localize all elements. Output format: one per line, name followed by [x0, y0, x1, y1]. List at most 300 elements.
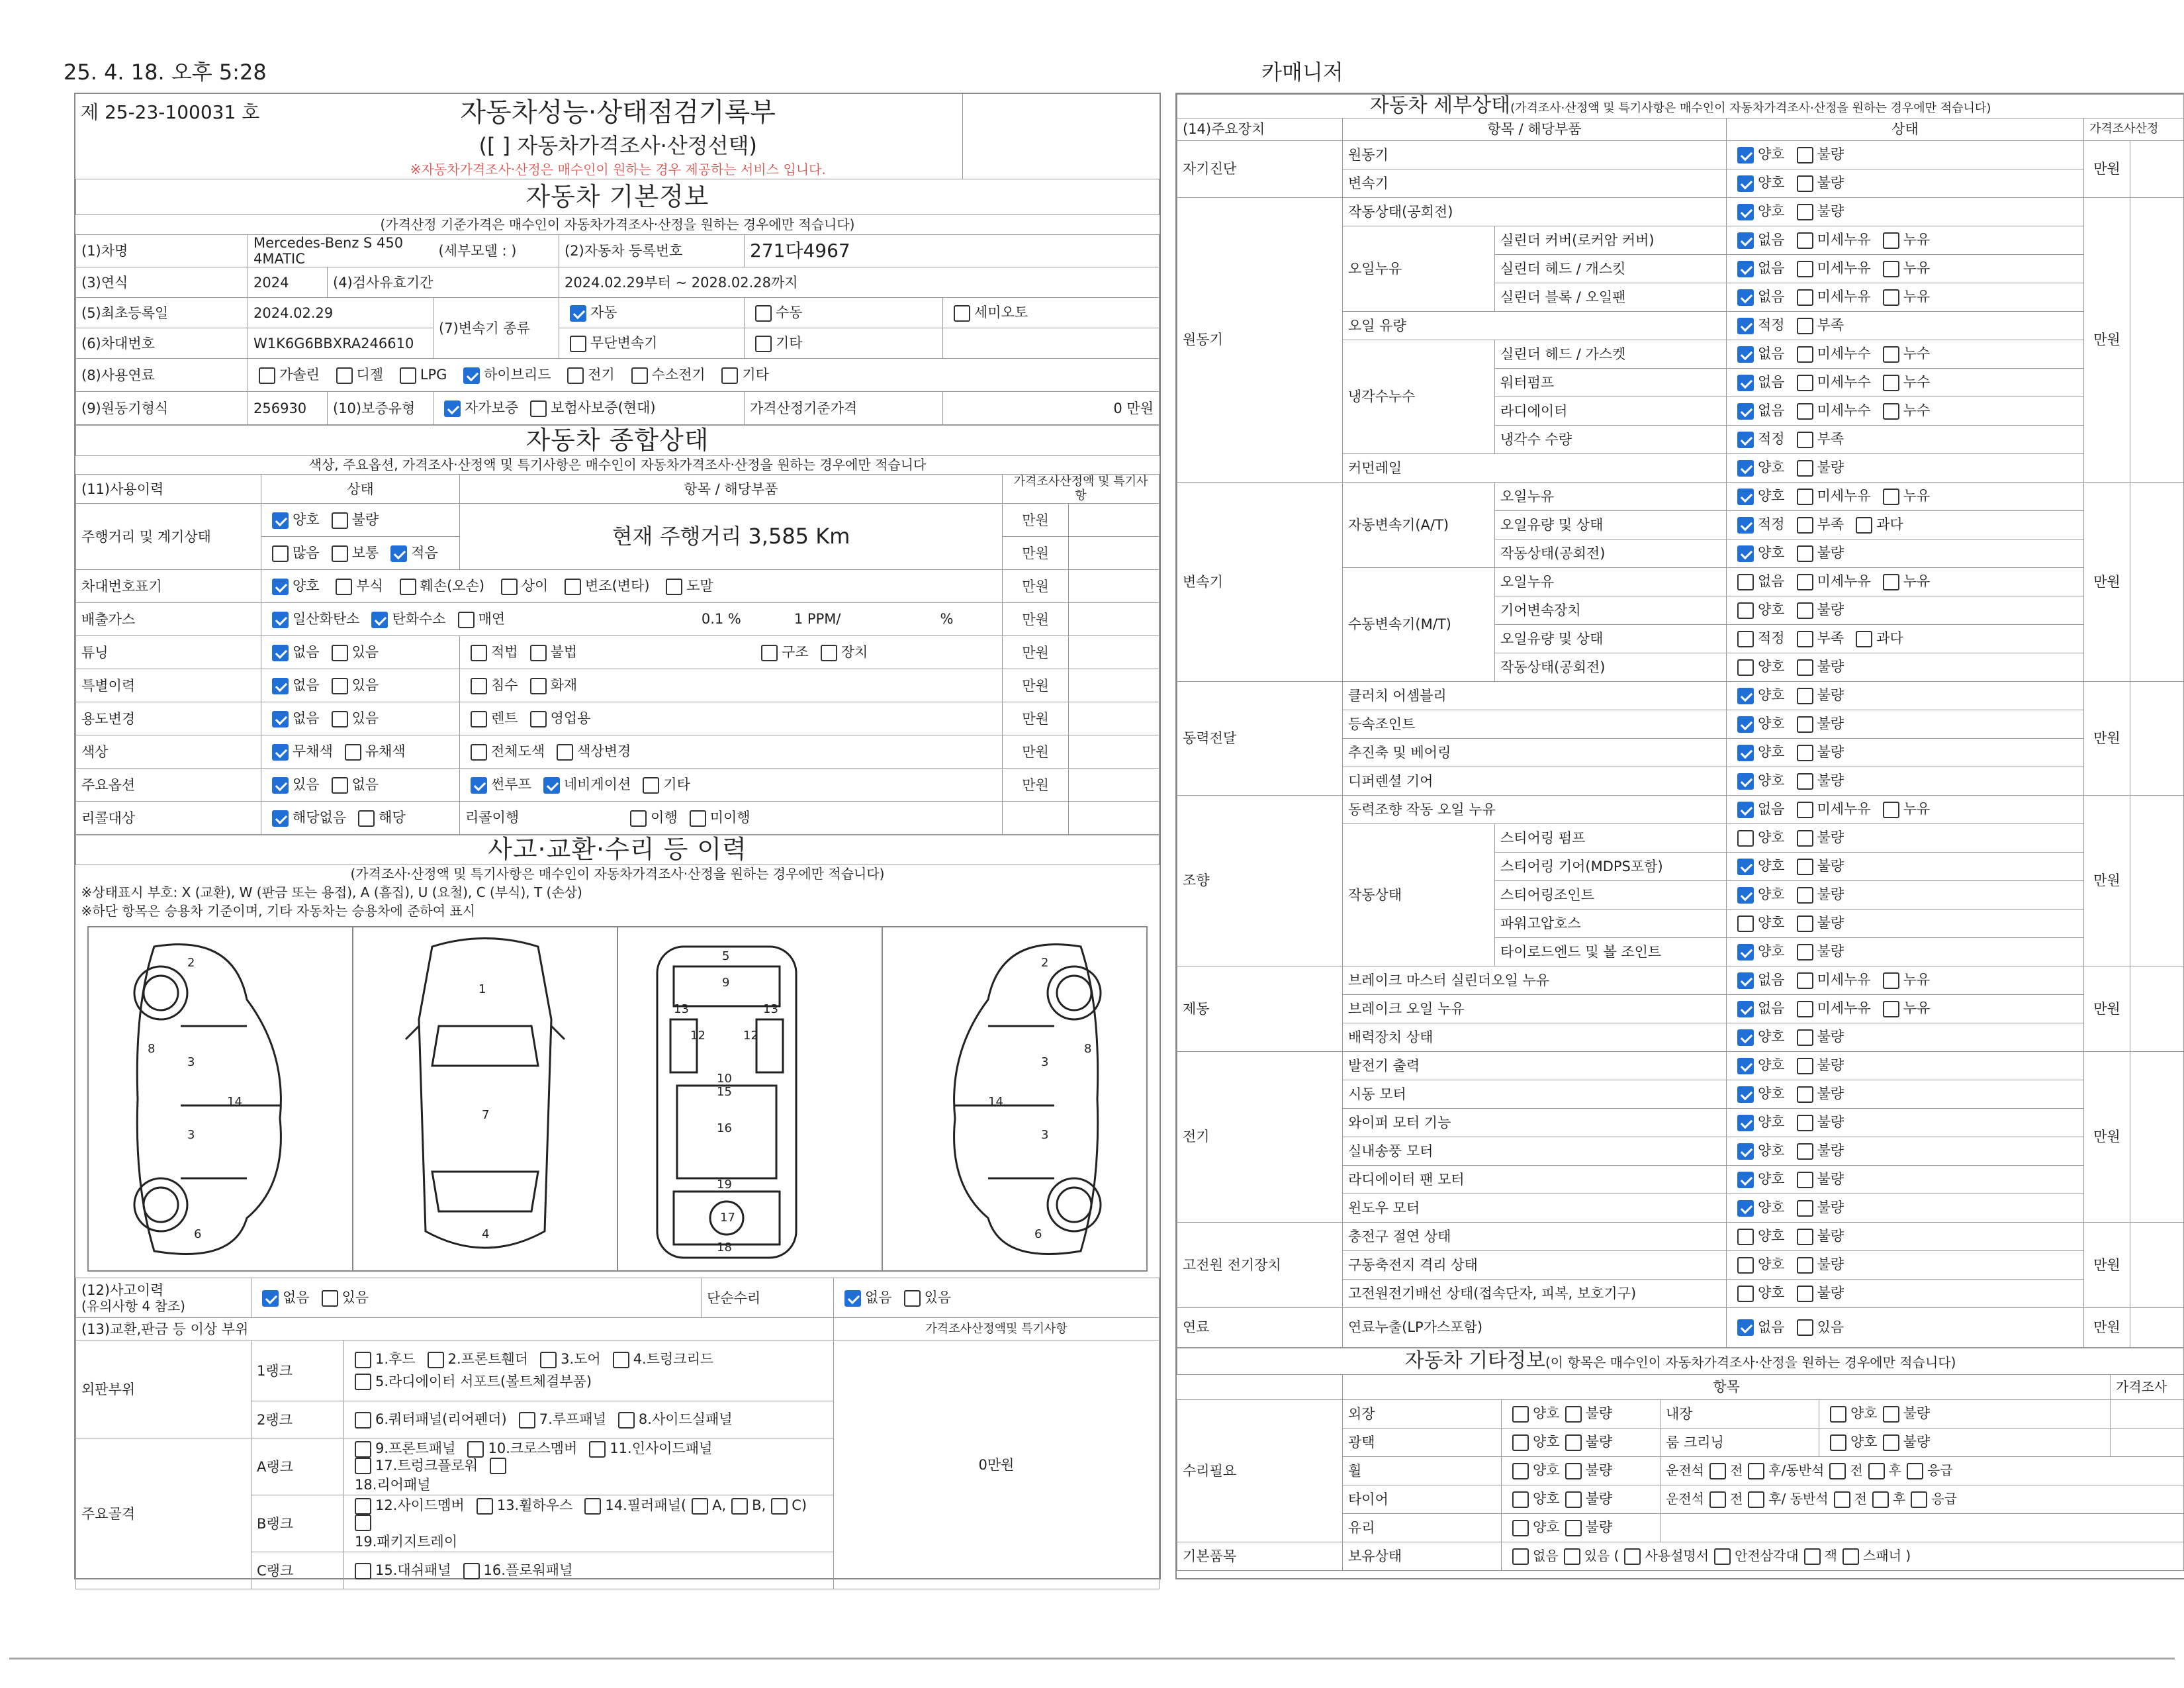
st6-bad[interactable]: [1797, 944, 1813, 961]
i-wiper: 와이퍼 모터 기능: [1343, 1109, 1727, 1137]
vin-altered: 변조(변타): [585, 578, 650, 594]
pC-checkbox[interactable]: [771, 1498, 788, 1515]
sunroof-checkbox[interactable]: [471, 777, 487, 794]
vin-damage-checkbox[interactable]: [400, 579, 416, 595]
p16-checkbox[interactable]: [463, 1563, 480, 1579]
t4-none[interactable]: [1737, 574, 1754, 590]
special-yes-checkbox[interactable]: [332, 678, 348, 694]
overall-note: 색상, 주요옵션, 가격조사·산정액 및 특기사항은 매수인이 자동차가격조사·산정을 원하는 경우에만 적습니다: [308, 457, 927, 473]
t3-bad[interactable]: [1797, 545, 1813, 562]
parts-price-sum: 0만원: [834, 1340, 1160, 1589]
o5-em-label: 응급: [1927, 1462, 1953, 1478]
el1-good[interactable]: [1737, 1058, 1754, 1074]
t1-good[interactable]: [1737, 489, 1754, 505]
b2-minor[interactable]: [1797, 1001, 1813, 1017]
t2-proper[interactable]: [1737, 517, 1754, 534]
fu1-yes[interactable]: [1797, 1319, 1813, 1336]
d2-good[interactable]: [1737, 716, 1754, 733]
t6-lack[interactable]: [1797, 631, 1813, 647]
e7-none[interactable]: [1737, 375, 1754, 391]
e10-good[interactable]: [1737, 460, 1754, 477]
e3-none[interactable]: [1737, 261, 1754, 277]
i-mt: 수동변속기(M/T): [1343, 568, 1495, 682]
o8-triangle[interactable]: [1714, 1548, 1731, 1565]
i-booster: 배력장치 상태: [1343, 1023, 1727, 1052]
fuel-etc-checkbox[interactable]: [721, 367, 738, 384]
e3-leak-label: 누유: [1903, 260, 1931, 277]
b2-leak[interactable]: [1883, 1001, 1899, 1017]
st1-leak[interactable]: [1883, 802, 1899, 818]
tuning-none-checkbox[interactable]: [272, 645, 289, 661]
fuel-hydrogen-checkbox[interactable]: [631, 367, 648, 384]
el4-bad[interactable]: [1797, 1143, 1813, 1160]
o8-none[interactable]: [1512, 1548, 1529, 1565]
st3-bad[interactable]: [1797, 859, 1813, 875]
i-cyl-head: 실린더 헤드 / 개스킷: [1495, 255, 1727, 283]
e3-minor[interactable]: [1797, 261, 1813, 277]
s1-good[interactable]: [1737, 147, 1754, 164]
hv2-bad[interactable]: [1797, 1257, 1813, 1274]
p13-checkbox[interactable]: [477, 1498, 493, 1515]
e9-proper[interactable]: [1737, 432, 1754, 448]
e5-lack[interactable]: [1797, 318, 1813, 334]
el3-bad[interactable]: [1797, 1115, 1813, 1131]
e3-leak[interactable]: [1883, 261, 1899, 277]
el4-good[interactable]: [1737, 1143, 1754, 1160]
pA-checkbox[interactable]: [692, 1498, 708, 1515]
o4-good[interactable]: [1830, 1434, 1846, 1451]
options-no-checkbox[interactable]: [332, 777, 348, 794]
el6-good[interactable]: [1737, 1200, 1754, 1217]
detail-model: (세부모델 : ): [433, 235, 559, 267]
el2-good[interactable]: [1737, 1086, 1754, 1103]
i-gen: 발전기 출력: [1343, 1052, 1727, 1080]
overall-title: 자동차 종합상태: [76, 426, 1160, 456]
i-at-oil-leak: 오일누유: [1495, 483, 1727, 511]
t5-bad[interactable]: [1797, 602, 1813, 619]
label-parts: (13)교환,판금 등 이상 부위: [76, 1318, 834, 1340]
hv1-bad[interactable]: [1797, 1229, 1813, 1245]
t1-minor[interactable]: [1797, 489, 1813, 505]
rank2: 2랭크: [251, 1401, 344, 1438]
t3-good[interactable]: [1737, 545, 1754, 562]
options-yes-checkbox[interactable]: [272, 777, 289, 794]
o7-bad[interactable]: [1565, 1520, 1582, 1536]
d4-good[interactable]: [1737, 773, 1754, 790]
b2-leak-label: 누유: [1903, 1000, 1931, 1017]
o1-good[interactable]: [1512, 1406, 1529, 1423]
trans-auto-checkbox[interactable]: [570, 305, 586, 322]
svg-text:7: 7: [481, 1108, 489, 1123]
t5-good[interactable]: [1737, 602, 1754, 619]
p6-checkbox[interactable]: [355, 1412, 371, 1429]
unit: 만원: [1003, 603, 1069, 636]
rent-checkbox[interactable]: [471, 711, 487, 727]
accident-note: (가격조사·산정액 및 특기사항은 매수인이 자동차가격조사·산정을 원하는 경우에만 적습니다): [350, 866, 885, 882]
e9-lack[interactable]: [1797, 432, 1813, 448]
o7-good-label: 양호: [1533, 1519, 1560, 1536]
tuning-struct-checkbox[interactable]: [761, 645, 778, 661]
other-table: [1177, 1348, 2184, 1571]
vin-altered-checkbox[interactable]: [565, 579, 581, 595]
svg-text:4: 4: [481, 1227, 489, 1242]
o5-bad[interactable]: [1565, 1463, 1582, 1479]
mileage-few-checkbox[interactable]: [390, 545, 407, 562]
s2-good[interactable]: [1737, 175, 1754, 192]
e6-leak[interactable]: [1883, 346, 1899, 363]
st5-good[interactable]: [1737, 915, 1754, 932]
t5-bad-label: 불량: [1817, 602, 1844, 618]
i-cyl-cover: 실린더 커버(로커암 커버): [1495, 226, 1727, 255]
st1-minor[interactable]: [1797, 802, 1813, 818]
e2-none[interactable]: [1737, 232, 1754, 249]
label-vin: (6)차대번호: [76, 328, 248, 359]
p3-checkbox[interactable]: [540, 1352, 557, 1368]
hv2-good[interactable]: [1737, 1257, 1754, 1274]
b3-good[interactable]: [1737, 1029, 1754, 1046]
special-label: 특별이력: [76, 669, 261, 702]
st2-good[interactable]: [1737, 830, 1754, 847]
warranty-self-checkbox[interactable]: [444, 400, 461, 417]
fuel-gasoline-checkbox[interactable]: [259, 367, 275, 384]
o7-good[interactable]: [1512, 1520, 1529, 1536]
mileage-normal: 보통: [351, 545, 379, 561]
pC: C): [792, 1497, 807, 1514]
hv1-good[interactable]: [1737, 1229, 1754, 1245]
pA: A,: [712, 1497, 727, 1514]
p5-checkbox[interactable]: [355, 1374, 371, 1390]
simple-none-checkbox[interactable]: [844, 1290, 861, 1307]
o6-df[interactable]: [1709, 1491, 1726, 1508]
p15: 15.대쉬패널: [375, 1562, 451, 1579]
st2-bad-label: 불량: [1817, 829, 1844, 846]
accident-table: [75, 835, 1160, 1589]
e6-none[interactable]: [1737, 346, 1754, 363]
o8-jack[interactable]: [1804, 1548, 1821, 1565]
e6-minor[interactable]: [1797, 346, 1813, 363]
co-checkbox[interactable]: [272, 612, 289, 628]
o6-pr-label: 후: [1893, 1490, 1906, 1507]
recall-none-checkbox[interactable]: [272, 810, 289, 827]
o6-dr[interactable]: [1748, 1491, 1764, 1508]
d1-bad[interactable]: [1797, 688, 1813, 704]
o5-em[interactable]: [1907, 1463, 1923, 1479]
recall-done-label: 리콜이행: [465, 810, 520, 826]
i-clutch: 클러치 어셈블리: [1343, 682, 1727, 710]
p8-checkbox[interactable]: [618, 1412, 635, 1429]
o3-good[interactable]: [1512, 1434, 1529, 1451]
o6-pr[interactable]: [1872, 1491, 1889, 1508]
d2-bad[interactable]: [1797, 716, 1813, 733]
o5-good[interactable]: [1512, 1463, 1529, 1479]
st2-bad[interactable]: [1797, 830, 1813, 847]
b1-none[interactable]: [1737, 972, 1754, 989]
hv3-good[interactable]: [1737, 1286, 1754, 1302]
options-etc-checkbox[interactable]: [643, 777, 659, 794]
o6-good[interactable]: [1512, 1491, 1529, 1508]
e9-lack-label: 부족: [1817, 431, 1844, 447]
unit-self: 만원: [2084, 141, 2130, 198]
vin-smear-checkbox[interactable]: [666, 579, 682, 595]
gauge-good: 양호: [293, 512, 320, 528]
o6-em[interactable]: [1911, 1491, 1927, 1508]
o6-bad[interactable]: [1565, 1491, 1582, 1508]
tuning-label: 튜닝: [76, 636, 261, 669]
t4-minor[interactable]: [1797, 574, 1813, 590]
el2-bad[interactable]: [1797, 1086, 1813, 1103]
el5-bad[interactable]: [1797, 1172, 1813, 1188]
car-name: Mercedes-Benz S 450 4MATIC: [248, 235, 433, 267]
h-item: 항목 / 해당부품: [460, 475, 1003, 504]
o4-bad[interactable]: [1883, 1434, 1899, 1451]
gauge-good-checkbox[interactable]: [272, 512, 289, 529]
color-change-checkbox[interactable]: [557, 744, 573, 761]
b1-minor[interactable]: [1797, 972, 1813, 989]
label-reg: (2)자동차 등록번호: [559, 235, 745, 267]
el5-good[interactable]: [1737, 1172, 1754, 1188]
el4-bad-label: 불량: [1817, 1143, 1844, 1159]
tuning-legal-checkbox[interactable]: [471, 645, 487, 661]
pB-checkbox[interactable]: [731, 1498, 748, 1515]
e2-minor[interactable]: [1797, 232, 1813, 249]
p2-checkbox[interactable]: [428, 1352, 444, 1368]
o7-bad-label: 불량: [1585, 1519, 1613, 1536]
tuning-device-checkbox[interactable]: [821, 645, 837, 661]
bottom-divider: [9, 1658, 2175, 1660]
tuning-illegal-checkbox[interactable]: [530, 645, 547, 661]
hc-checkbox[interactable]: [371, 612, 388, 628]
t1-leak[interactable]: [1883, 489, 1899, 505]
svg-text:13: 13: [673, 1002, 689, 1017]
trans-cvt-checkbox[interactable]: [570, 336, 586, 352]
o1-good-label: 양호: [1533, 1405, 1560, 1422]
o8-spanner[interactable]: [1843, 1548, 1859, 1565]
o1-bad[interactable]: [1565, 1406, 1582, 1423]
el4-good-label: 양호: [1758, 1143, 1785, 1159]
mileage-many-checkbox[interactable]: [272, 545, 289, 562]
e4-none[interactable]: [1737, 289, 1754, 306]
s1-bad[interactable]: [1797, 147, 1813, 164]
p9-checkbox[interactable]: [355, 1441, 371, 1458]
o4-bad-label: 불량: [1903, 1434, 1931, 1450]
car-diagram-svg: [81, 920, 1154, 1278]
flood: 침수: [491, 677, 518, 694]
d1-good[interactable]: [1737, 688, 1754, 704]
rankA: A랭크: [251, 1438, 344, 1495]
oh-item: 항목: [1343, 1375, 2111, 1400]
st6-good[interactable]: [1737, 944, 1754, 961]
b1-leak[interactable]: [1883, 972, 1899, 989]
e1-bad[interactable]: [1797, 204, 1813, 220]
trans-etc-checkbox[interactable]: [755, 336, 772, 352]
o6-pf-label: 전: [1854, 1490, 1868, 1507]
vin-good-checkbox[interactable]: [272, 579, 289, 595]
full-paint-checkbox[interactable]: [471, 744, 487, 761]
o8-manual-label: 사용설명서: [1645, 1547, 1709, 1564]
p1-checkbox[interactable]: [355, 1352, 371, 1368]
st5-bad[interactable]: [1797, 915, 1813, 932]
p19-checkbox[interactable]: [355, 1515, 371, 1531]
el3-good[interactable]: [1737, 1115, 1754, 1131]
i-at-op: 작동상태(공회전): [1495, 539, 1727, 568]
fuel-lpg-checkbox[interactable]: [400, 367, 416, 384]
fu1-none[interactable]: [1737, 1319, 1754, 1336]
p18-checkbox[interactable]: [490, 1458, 506, 1474]
fuel-hybrid-checkbox[interactable]: [463, 367, 480, 384]
tuning-device: 장치: [841, 644, 868, 661]
t4-leak[interactable]: [1883, 574, 1899, 590]
e7-minor-label: 미세누수: [1817, 374, 1871, 391]
t6-proper[interactable]: [1737, 631, 1754, 647]
business: 영업용: [550, 710, 591, 727]
b2-none-label: 없음: [1758, 1000, 1785, 1017]
unit-brake: 만원: [2084, 966, 2130, 1052]
t7-good[interactable]: [1737, 659, 1754, 676]
e2-leak[interactable]: [1883, 232, 1899, 249]
smoke-checkbox[interactable]: [458, 612, 475, 628]
usage-none-checkbox[interactable]: [272, 711, 289, 727]
tuning-yes-checkbox[interactable]: [332, 645, 348, 661]
p7-checkbox[interactable]: [519, 1412, 535, 1429]
trans-semi-checkbox[interactable]: [954, 305, 970, 322]
unit-engine: 만원: [2084, 198, 2130, 483]
left-panel: [74, 93, 1161, 1579]
gauge-bad-checkbox[interactable]: [332, 512, 348, 529]
o5-pf[interactable]: [1829, 1463, 1846, 1479]
p4-checkbox[interactable]: [613, 1352, 629, 1368]
e5-proper[interactable]: [1737, 318, 1754, 334]
t1-good-label: 양호: [1758, 488, 1785, 504]
b3-bad[interactable]: [1797, 1029, 1813, 1046]
car-side-right: [954, 945, 1100, 1254]
d3-bad[interactable]: [1797, 745, 1813, 761]
t5-good-label: 양호: [1758, 602, 1785, 618]
mileage-normal-checkbox[interactable]: [332, 545, 348, 562]
o5-dr[interactable]: [1748, 1463, 1764, 1479]
d1-bad-label: 불량: [1817, 687, 1844, 704]
fire-checkbox[interactable]: [530, 678, 547, 694]
d4-bad[interactable]: [1797, 773, 1813, 790]
fuel-diesel-checkbox[interactable]: [336, 367, 353, 384]
o-repair: 수리필요: [1177, 1400, 1343, 1542]
t7-bad[interactable]: [1797, 659, 1813, 676]
usage-yes-checkbox[interactable]: [332, 711, 348, 727]
fuel-electric-checkbox[interactable]: [567, 367, 584, 384]
p12-checkbox[interactable]: [355, 1498, 371, 1515]
label-fuel: (8)사용연료: [76, 359, 248, 392]
p14-checkbox[interactable]: [584, 1498, 601, 1515]
special-none: 없음: [293, 677, 320, 694]
o5-pr[interactable]: [1868, 1463, 1885, 1479]
achro-checkbox[interactable]: [272, 744, 289, 761]
p15-checkbox[interactable]: [355, 1563, 371, 1579]
t6-over[interactable]: [1856, 631, 1872, 647]
h-price: 가격조사산정액 및 특기사항: [1003, 475, 1160, 504]
o2-good[interactable]: [1830, 1406, 1846, 1423]
o8-spanner-label: 스패너 ): [1863, 1547, 1911, 1564]
o8-yes[interactable]: [1564, 1548, 1580, 1565]
o5-df[interactable]: [1709, 1463, 1726, 1479]
special-none-checkbox[interactable]: [272, 678, 289, 694]
st3-good[interactable]: [1737, 859, 1754, 875]
e7-leak[interactable]: [1883, 375, 1899, 391]
i-mt-oil-leak: 오일누유: [1495, 568, 1727, 596]
vin: W1K6G6BBXRA246610: [248, 328, 433, 359]
b2-none[interactable]: [1737, 1001, 1754, 1017]
label-name: (1)차명: [76, 235, 248, 267]
vin-rust-checkbox[interactable]: [336, 579, 352, 595]
navi-checkbox[interactable]: [543, 777, 560, 794]
recall-done-checkbox[interactable]: [630, 810, 647, 827]
t2-over[interactable]: [1856, 517, 1872, 534]
business-checkbox[interactable]: [530, 711, 547, 727]
st1-none[interactable]: [1737, 802, 1754, 818]
trans-semi: 세미오토: [974, 305, 1028, 321]
t3-good-label: 양호: [1758, 545, 1785, 561]
dh-device: (14)주요장치: [1177, 118, 1343, 141]
e4-leak[interactable]: [1883, 289, 1899, 306]
label-frame: 주요골격: [76, 1438, 251, 1589]
e10-bad[interactable]: [1797, 460, 1813, 477]
o3-bad[interactable]: [1565, 1434, 1582, 1451]
vin-diff-checkbox[interactable]: [501, 579, 518, 595]
flood-checkbox[interactable]: [471, 678, 487, 694]
o6-pf[interactable]: [1834, 1491, 1850, 1508]
d3-good[interactable]: [1737, 745, 1754, 761]
simple-yes-checkbox[interactable]: [904, 1290, 921, 1307]
svg-text:12: 12: [690, 1029, 705, 1043]
i-oil-level: 오일 유량: [1343, 312, 1727, 340]
o8-manual[interactable]: [1624, 1548, 1641, 1565]
p10-checkbox[interactable]: [467, 1441, 484, 1458]
el1-bad[interactable]: [1797, 1058, 1813, 1074]
st5-good-label: 양호: [1758, 915, 1785, 931]
o2-bad[interactable]: [1883, 1406, 1899, 1423]
e1-good[interactable]: [1737, 204, 1754, 220]
i-oil-leak: 오일누유: [1343, 226, 1495, 312]
e8-none[interactable]: [1737, 403, 1754, 420]
recall-notdone-checkbox[interactable]: [690, 810, 706, 827]
st4-bad[interactable]: [1797, 887, 1813, 904]
p17-checkbox[interactable]: [355, 1458, 371, 1474]
recall-yes-checkbox[interactable]: [358, 810, 375, 827]
st4-good[interactable]: [1737, 887, 1754, 904]
g-elec: 전기: [1177, 1052, 1343, 1223]
chro-checkbox[interactable]: [345, 744, 361, 761]
e8-minor[interactable]: [1797, 403, 1813, 420]
svg-text:16: 16: [716, 1121, 732, 1136]
i-engine-op: 작동상태(공회전): [1343, 198, 1727, 226]
p8: 8.사이드실패널: [638, 1411, 733, 1428]
i-water-pump: 워터펌프: [1495, 369, 1727, 397]
e8-leak[interactable]: [1883, 403, 1899, 420]
t2-lack[interactable]: [1797, 517, 1813, 534]
s2-bad[interactable]: [1797, 175, 1813, 192]
el6-bad[interactable]: [1797, 1200, 1813, 1217]
hc-value: 1 PPM/: [794, 611, 841, 628]
e4-minor[interactable]: [1797, 289, 1813, 306]
accident-yes-checkbox[interactable]: [322, 1290, 338, 1307]
vin-smear: 도말: [686, 578, 713, 594]
p11-checkbox[interactable]: [589, 1441, 606, 1458]
hv3-bad[interactable]: [1797, 1286, 1813, 1302]
i-charge: 충전구 절연 상태: [1343, 1223, 1727, 1251]
i-diff: 디퍼렌셜 기어: [1343, 767, 1727, 796]
warranty-insurer-checkbox[interactable]: [530, 400, 547, 417]
accident-none-checkbox[interactable]: [262, 1290, 279, 1307]
e7-minor[interactable]: [1797, 375, 1813, 391]
trans-manual-checkbox[interactable]: [755, 305, 772, 322]
